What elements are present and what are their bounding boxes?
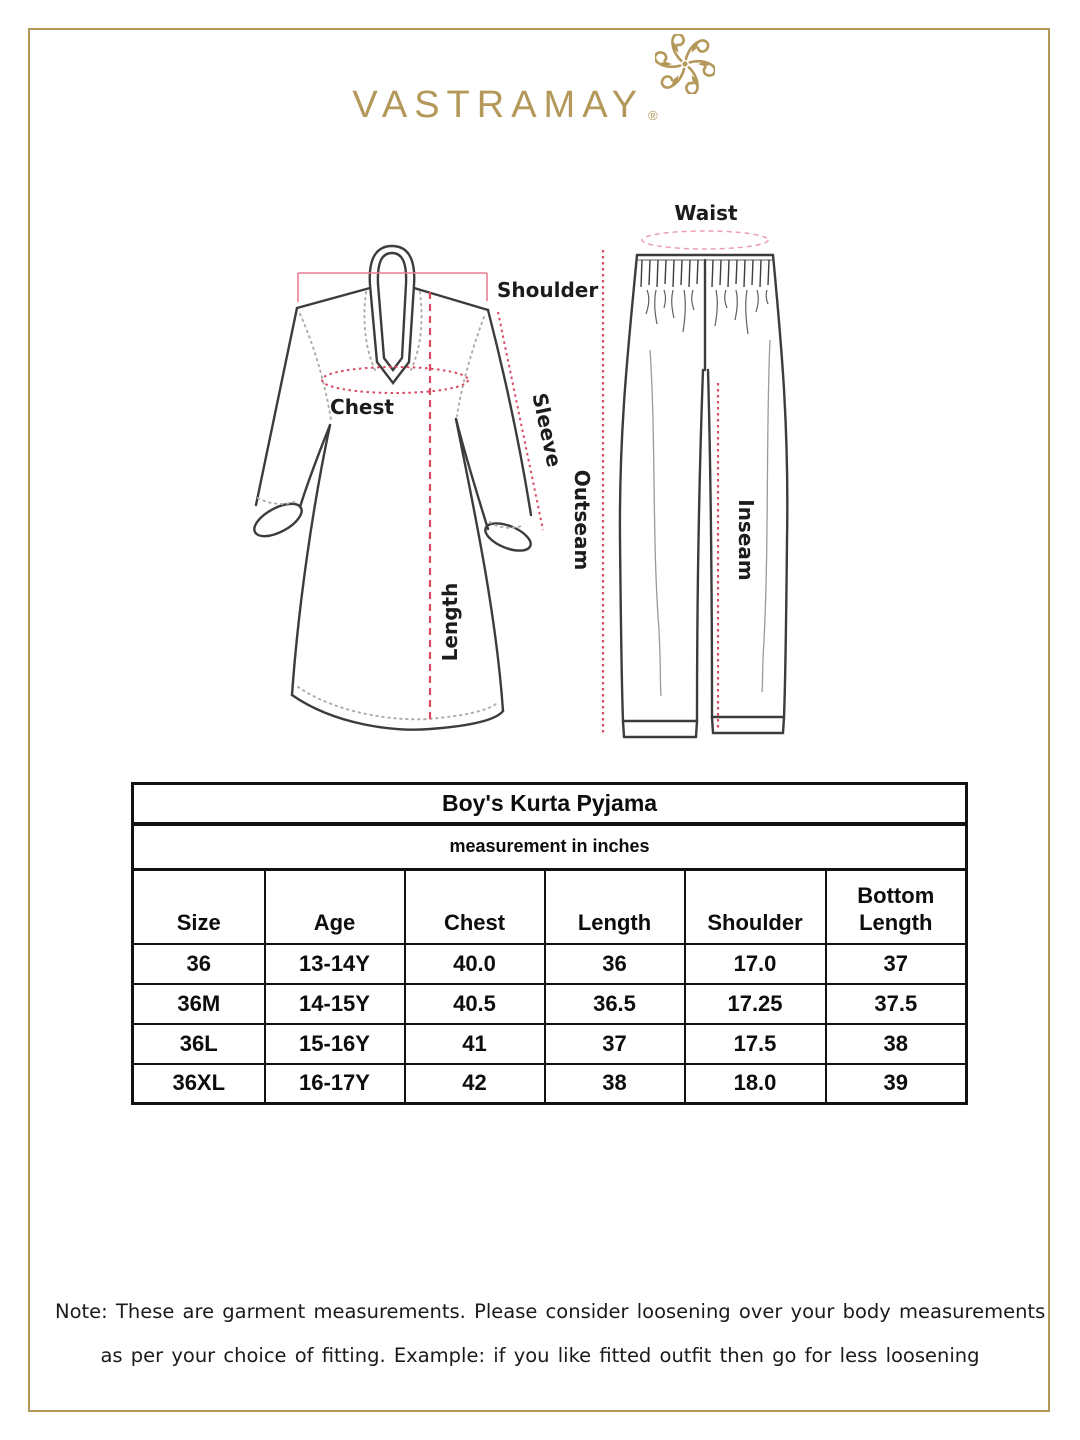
cell-bottom-length: 37.5 xyxy=(826,984,967,1024)
header-size: Size xyxy=(133,870,265,944)
table-header-row xyxy=(133,870,967,944)
table-row xyxy=(133,1024,967,1064)
cell-bottom-length: 39 xyxy=(826,1064,967,1104)
cell-bottom-length: 37 xyxy=(826,944,967,984)
length-label: Length xyxy=(438,582,462,662)
header-shoulder: Shoulder xyxy=(685,870,826,944)
cell-age: 15-16Y xyxy=(265,1024,405,1064)
cell-length: 38 xyxy=(545,1064,685,1104)
cell-chest: 42 xyxy=(405,1064,545,1104)
table-title: Boy's Kurta Pyjama xyxy=(133,784,967,824)
cell-length: 37 xyxy=(545,1024,685,1064)
registered-trademark: ® xyxy=(648,108,658,123)
table-row xyxy=(133,1064,967,1104)
cell-length: 36.5 xyxy=(545,984,685,1024)
header-age: Age xyxy=(265,870,405,944)
note-line-2: as per your choice of fitting. Example: if you like fitted outfit then go for less loosening xyxy=(100,1344,980,1367)
brand-ornament-icon xyxy=(655,34,715,94)
cell-chest: 40.0 xyxy=(405,944,545,984)
shoulder-label: Shoulder xyxy=(497,278,599,302)
cell-shoulder: 17.25 xyxy=(685,984,826,1024)
cell-shoulder: 17.5 xyxy=(685,1024,826,1064)
header-chest: Chest xyxy=(405,870,545,944)
cell-size: 36XL xyxy=(133,1064,265,1104)
chest-label: Chest xyxy=(330,395,394,419)
cell-size: 36L xyxy=(133,1024,265,1064)
header-length: Length xyxy=(545,870,685,944)
cell-size: 36 xyxy=(133,944,265,984)
note-line-1: Note: These are garment measurements. Please consider loosening over your body measurements xyxy=(55,1300,1046,1323)
measurement-diagram xyxy=(140,180,940,780)
sleeve-label: Sleeve xyxy=(527,390,567,470)
table-subtitle: measurement in inches xyxy=(133,824,967,870)
cell-shoulder: 18.0 xyxy=(685,1064,826,1104)
pyjama-diagram xyxy=(570,201,787,737)
table-row xyxy=(133,944,967,984)
waist-label: Waist xyxy=(674,201,738,225)
cell-chest: 40.5 xyxy=(405,984,545,1024)
kurta-diagram xyxy=(249,246,598,730)
cell-chest: 41 xyxy=(405,1024,545,1064)
measurement-note xyxy=(55,1290,1046,1378)
inseam-label: Inseam xyxy=(734,499,758,581)
cell-age: 13-14Y xyxy=(265,944,405,984)
cell-size: 36M xyxy=(133,984,265,1024)
header-bottom-length: Bottom Length xyxy=(826,870,967,944)
cell-shoulder: 17.0 xyxy=(685,944,826,984)
brand-name: VASTRAMAY xyxy=(352,84,645,126)
cell-age: 14-15Y xyxy=(265,984,405,1024)
cell-length: 36 xyxy=(545,944,685,984)
size-table xyxy=(131,782,968,1105)
cell-age: 16-17Y xyxy=(265,1064,405,1104)
table-row xyxy=(133,984,967,1024)
cell-bottom-length: 38 xyxy=(826,1024,967,1064)
brand-header xyxy=(340,84,670,127)
outseam-label: Outseam xyxy=(570,469,594,571)
